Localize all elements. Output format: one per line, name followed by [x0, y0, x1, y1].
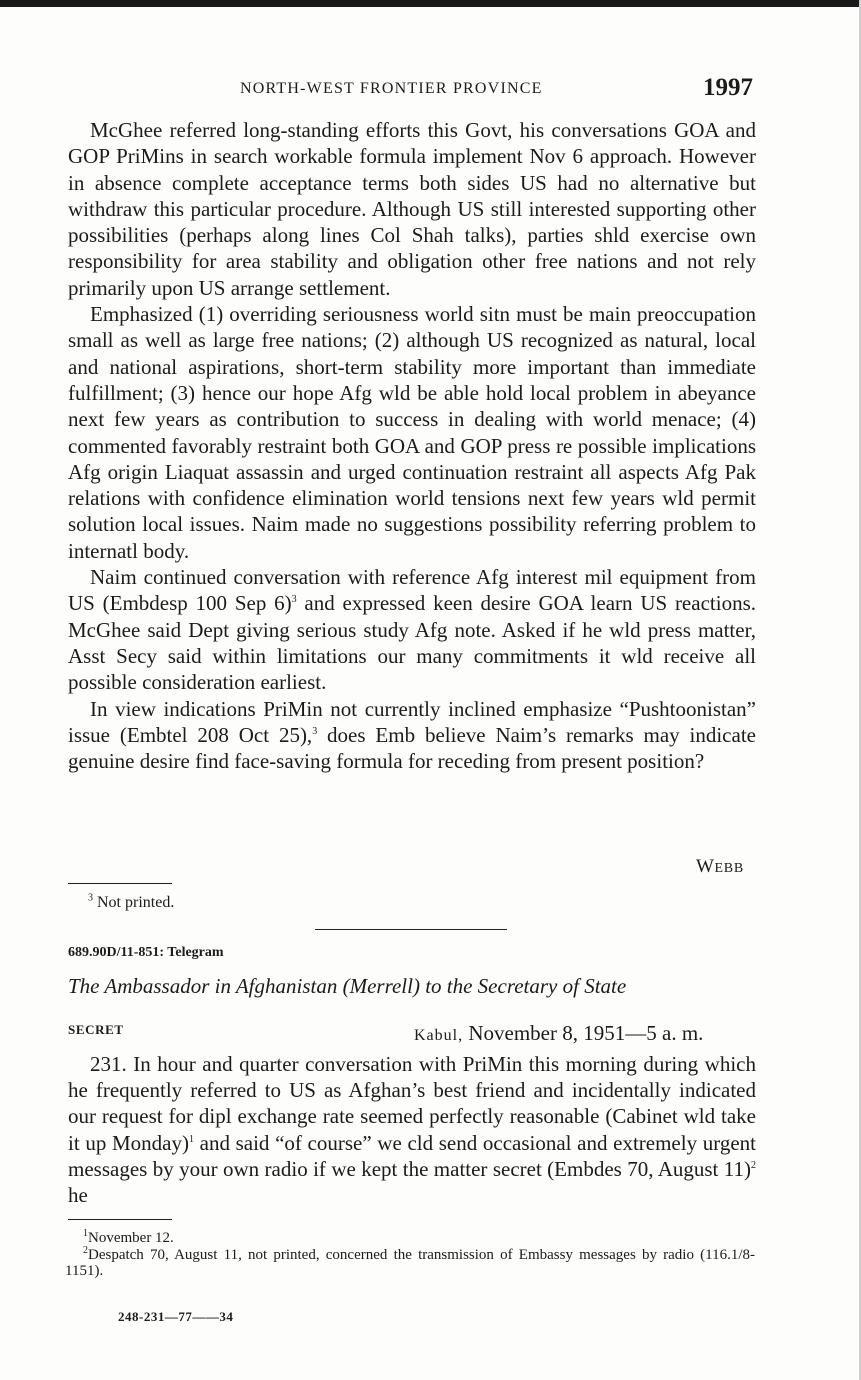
body-paragraph: Emphasized (1) overriding seriousness world sitn must be main preoccupation small as well as large free nations; (2) although US recognized as natural, local and national aspirations, short-term stability more important than immediate fulfillment; (3) hence our hope Afg wld be able hold local problem in abeyance next few years as contribution to success in dealing with world menace; (4) commented favorably restraint both GOA and GOP press re possible implications Afg origin Liaquat assassin and urged continuation restraint all aspects Afg Pak relations with confidence elimination world tensions next few years wld permit solution local issues. Naim made no suggestions possibility referring problem to internatl body.: [68, 302, 756, 563]
footnote-mark: 1: [83, 1228, 88, 1239]
dateline-place: Kabul,: [414, 1027, 464, 1044]
body-text-run: Naim continued conversation with reference Afg interest mil equipment from US (Embdesp 100 Sep 6): [68, 565, 756, 616]
footnote-mark: 2: [83, 1244, 88, 1256]
footnote-ref: 2: [751, 1159, 756, 1171]
classification: SECRET: [68, 1022, 124, 1037]
document-title: The Ambassador in Afghanistan (Merrell) to the Secretary of State: [68, 974, 627, 998]
footnote-ref: 1: [188, 1133, 194, 1145]
page-number: 1997: [703, 74, 753, 101]
telegram-text-run: and said “of course” we cld send occasional and extremely urgent messages by your own radio if we kept the matter secret (Embdes 70, August 11): [68, 1130, 757, 1181]
footnote-text: Despatch 70, August 11, not printed, concerned the transmission of Embassy messages by radio (116.1/8-1151).: [65, 1246, 755, 1279]
dateline: [414, 1021, 703, 1046]
dateline-date: November 8, 1951—5 a. m.: [463, 1021, 704, 1045]
body-paragraph: [68, 564, 756, 695]
running-head: NORTH-WEST FRONTIER PROVINCE: [240, 80, 543, 97]
footnote-mark: 3: [88, 892, 93, 904]
body-paragraph: [68, 696, 756, 775]
body-paragraph: McGhee referred long-standing efforts this Govt, his conversations GOA and GOP PriMins in search workable formula implement Nov 6 approach. However in absence complete acceptance terms both sides US had no alternative but withdraw this particular procedure. Although US still interested supporting other possibilities (perhaps along lines Col Shah talks), parties shld exercise own responsibility for area stability and obligation other free nations and not rely primarily upon US arrange settlement.: [68, 118, 756, 300]
file-reference: 689.90D/11-851: Telegram: [68, 945, 224, 960]
footnote-ref: 3: [312, 725, 318, 737]
telegram-text: [68, 1051, 756, 1208]
body-text: [68, 117, 756, 774]
footnote-rule: [68, 1219, 172, 1220]
print-code: 248-231—77——34: [118, 1309, 234, 1324]
signature-initial: W: [696, 856, 715, 877]
telegram-paragraph: [68, 1051, 756, 1208]
body-text-run: does Emb believe Naim’s remarks may indicate genuine desire find face-saving formula for receding from present position?: [68, 722, 756, 774]
section-divider: [315, 929, 507, 930]
footnote: [65, 1230, 755, 1247]
body-text-run: and expressed keen desire GOA learn US reactions. McGhee said Dept giving serious study Afg note. Asked if he wld press matter, Asst Secy said within limitations our many commitments it wld receive all possible consideration earliest.: [68, 591, 756, 695]
signature: [696, 856, 744, 878]
telegram-text-run: 231. In hour and quarter conversation with PriMin this morning during which he frequently referred to US as Afghan’s best friend and incidentally indicated our request for dipl exchange rate seemed perfectly reasonable (Cabinet wld take it up Monday): [68, 1052, 756, 1155]
footnote: [65, 1244, 755, 1280]
page-header: [0, 74, 861, 106]
signature-rest: EBB: [714, 861, 745, 876]
footnotes: [65, 1230, 755, 1280]
footnote-ref: 3: [291, 594, 297, 606]
footnote-text: November 12.: [88, 1230, 174, 1246]
footnote-text: Not printed.: [97, 894, 175, 911]
footnote-rule: [68, 883, 172, 884]
body-text-run: In view indications PriMin not currently inclined emphasize “Pushtoonistan” issue (Embtel 208 Oct 25),: [68, 696, 756, 747]
footnote-prev: [88, 894, 174, 912]
telegram-text-run: he: [68, 1183, 88, 1208]
page-top-edge: [0, 0, 861, 7]
